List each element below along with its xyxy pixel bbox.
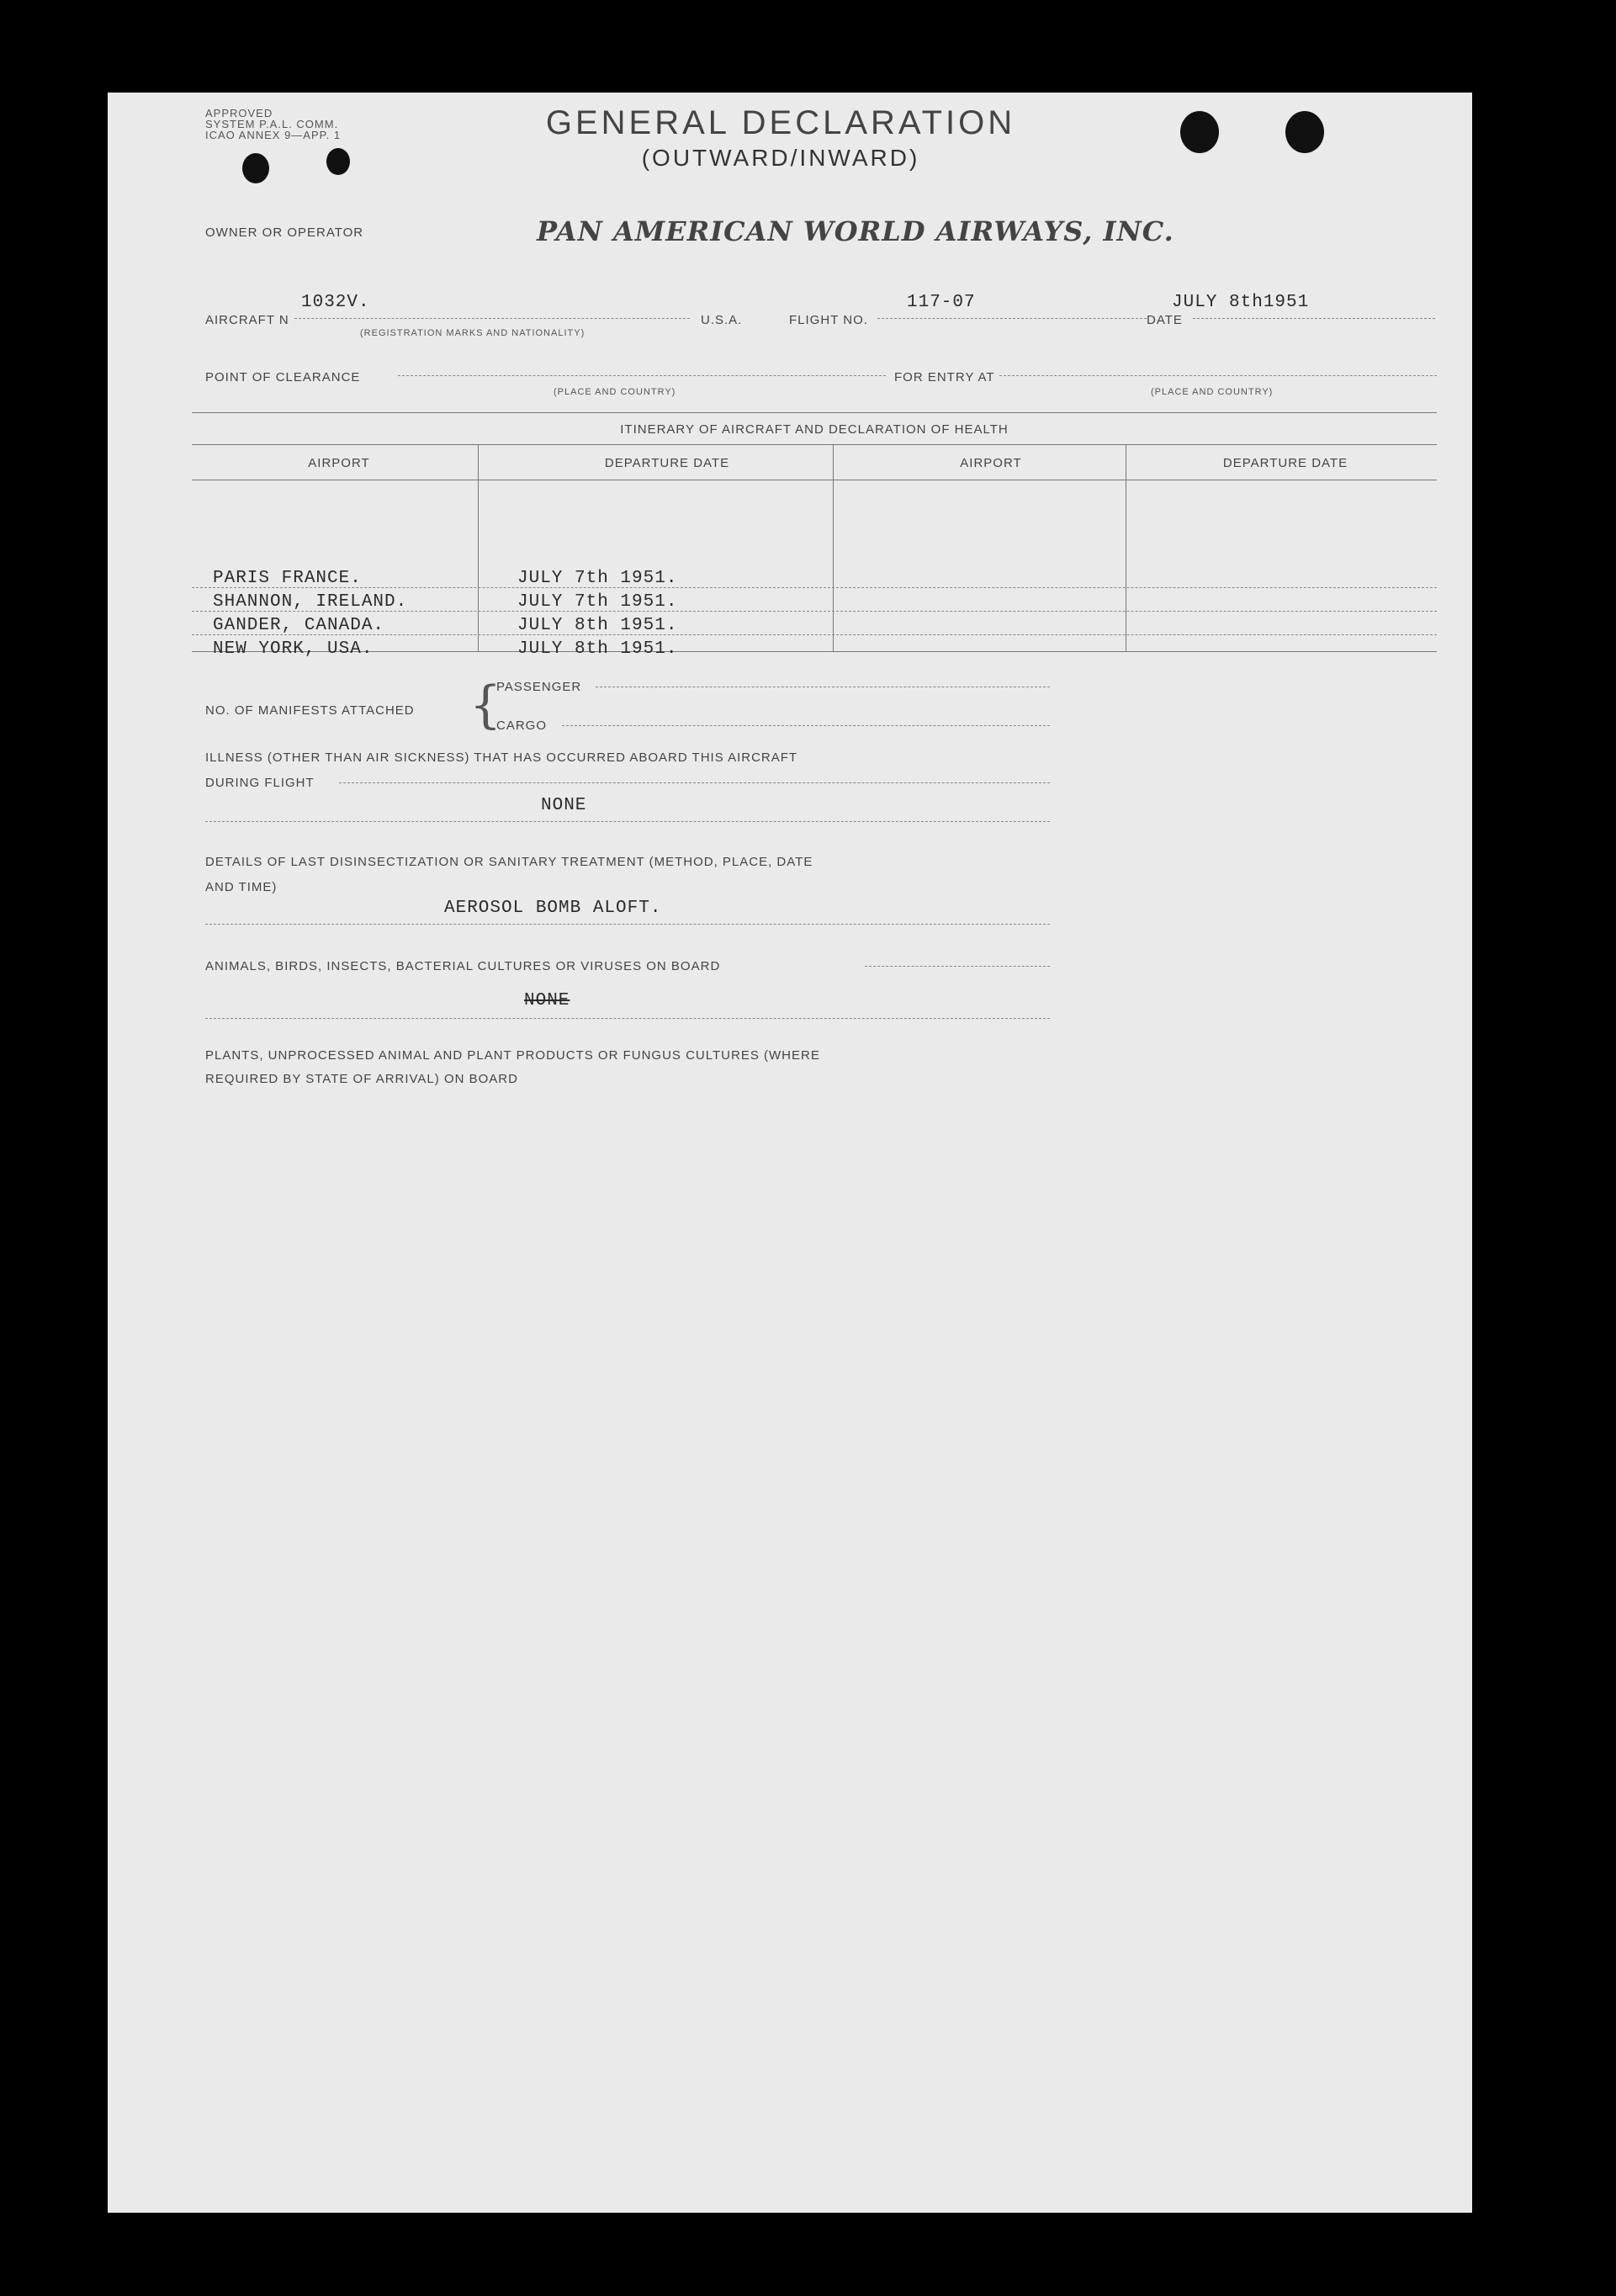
annex-text: ICAO ANNEX 9—APP. 1 — [205, 129, 342, 141]
approved-text: APPROVED — [205, 107, 273, 119]
owner-label: OWNER OR OPERATOR — [205, 225, 364, 240]
declaration-form — [108, 93, 1472, 2213]
form-subtitle: (OUTWARD/INWARD) — [641, 145, 920, 171]
operator-name: PAN AMERICAN WORLD AIRWAYS, INC. — [537, 215, 1174, 247]
itinerary-date-2: JULY 7th 1951. — [517, 592, 678, 612]
usa-label: U.S.A. — [701, 313, 743, 327]
punch-hole — [242, 153, 269, 183]
plants-label-2: REQUIRED BY STATE OF ARRIVAL) ON BOARD — [205, 1072, 518, 1086]
system-text: SYSTEM P.A.L. COMM. — [205, 118, 339, 130]
form-title: GENERAL DECLARATION — [545, 104, 1016, 141]
itinerary-header-date-2: DEPARTURE DATE — [1222, 456, 1348, 470]
animals-value: NONE — [524, 991, 570, 1010]
flight-label: FLIGHT NO. — [789, 313, 868, 327]
disinsect-label: DETAILS OF LAST DISINSECTIZATION OR SANITARY TREATMENT (METHOD, PLACE, DATE — [205, 855, 813, 869]
and-time-label: AND TIME) — [205, 880, 278, 894]
itinerary-header-date: DEPARTURE DATE — [604, 456, 730, 470]
manifests-brace: { — [469, 676, 502, 734]
itinerary-date-4: JULY 8th 1951. — [517, 639, 678, 659]
cargo-label: CARGO — [496, 718, 548, 733]
illness-label: ILLNESS (OTHER THAN AIR SICKNESS) THAT HAS OCCURRED ABOARD THIS AIRCRAFT — [205, 750, 798, 765]
flight-value: 117-07 — [907, 293, 976, 312]
approval-note — [205, 108, 341, 141]
itinerary-header-airport-2: AIRPORT — [960, 456, 1022, 470]
itinerary-airport-4: NEW YORK, USA. — [213, 639, 374, 659]
place-country-note-2: (PLACE AND COUNTRY) — [1151, 387, 1274, 397]
itinerary-airport-3: GANDER, CANADA. — [213, 616, 385, 635]
manifests-label: NO. OF MANIFESTS ATTACHED — [205, 703, 415, 718]
disinsect-value: AEROSOL BOMB ALOFT. — [444, 899, 662, 918]
date-value: JULY 8th1951 — [1172, 293, 1310, 312]
itinerary-date-3: JULY 8th 1951. — [517, 616, 678, 635]
illness-value: NONE — [541, 796, 587, 815]
itinerary-airport-2: SHANNON, IRELAND. — [213, 592, 408, 612]
itinerary-date-1: JULY 7th 1951. — [517, 569, 678, 588]
during-flight-label: DURING FLIGHT — [205, 776, 315, 790]
aircraft-value: 1032V. — [301, 293, 370, 312]
punch-hole — [1180, 111, 1219, 153]
entry-label: FOR ENTRY AT — [894, 370, 995, 384]
itinerary-airport-1: PARIS FRANCE. — [213, 569, 362, 588]
itinerary-header-airport: AIRPORT — [308, 456, 370, 470]
clearance-label: POINT OF CLEARANCE — [205, 370, 361, 384]
place-country-note: (PLACE AND COUNTRY) — [554, 387, 676, 397]
punch-hole — [1285, 111, 1324, 153]
itinerary-title: ITINERARY OF AIRCRAFT AND DECLARATION OF HEALTH — [620, 422, 1009, 437]
passenger-label: PASSENGER — [496, 680, 582, 694]
plants-label: PLANTS, UNPROCESSED ANIMAL AND PLANT PRODUCTS OR FUNGUS CULTURES (WHERE — [205, 1048, 820, 1063]
registration-note: (REGISTRATION MARKS AND NATIONALITY) — [360, 328, 585, 338]
aircraft-label: AIRCRAFT N — [205, 313, 289, 327]
date-label: DATE — [1147, 313, 1183, 327]
animals-label: ANIMALS, BIRDS, INSECTS, BACTERIAL CULTURES OR VIRUSES ON BOARD — [205, 959, 721, 973]
punch-hole — [326, 148, 350, 175]
